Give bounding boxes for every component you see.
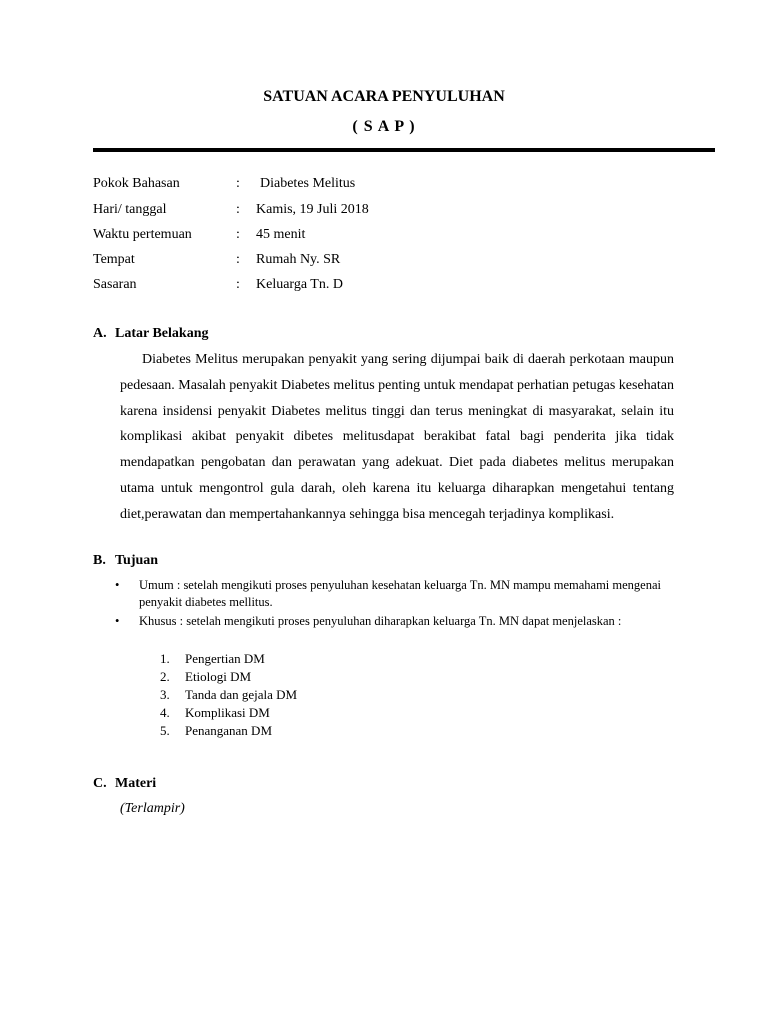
section-c-heading	[93, 776, 156, 792]
info-colon: :	[236, 277, 240, 292]
objective-item-khusus	[113, 613, 683, 630]
list-text: Tanda dan gejala DM	[185, 687, 298, 702]
section-title: Latar Belakang	[115, 326, 209, 341]
list-text: Etiologi DM	[185, 669, 252, 684]
info-label: Waktu pertemuan	[93, 227, 192, 242]
info-colon: :	[236, 176, 240, 191]
list-text: Komplikasi DM	[185, 705, 270, 720]
objectives-list	[113, 577, 683, 632]
section-title: Materi	[115, 776, 157, 791]
info-colon: :	[236, 227, 240, 242]
document-title: SATUAN ACARA PENYULUHAN	[263, 88, 505, 105]
list-number: 1.	[160, 651, 170, 666]
list-text: Pengertian DM	[185, 651, 265, 666]
objective-item-umum	[113, 577, 683, 611]
info-label: Hari/ tanggal	[93, 202, 167, 217]
header-rule	[93, 148, 715, 152]
list-number: 2.	[160, 669, 170, 684]
document-subtitle: ( S A P )	[352, 118, 416, 135]
info-value: 45 menit	[256, 227, 306, 242]
section-letter: B.	[93, 553, 106, 568]
background-paragraph	[120, 347, 674, 528]
materi-note: (Terlampir)	[120, 801, 185, 816]
info-label: Sasaran	[93, 277, 137, 292]
info-label: Tempat	[93, 252, 135, 267]
list-number: 3.	[160, 687, 170, 702]
info-colon: :	[236, 252, 240, 267]
info-value: Diabetes Melitus	[260, 176, 356, 191]
section-b-heading	[93, 553, 158, 569]
section-letter: A.	[93, 326, 107, 341]
info-colon: :	[236, 202, 240, 217]
bullet-icon: •	[115, 578, 120, 592]
objective-text: Umum : setelah mengikuti proses penyuluhan kesehatan keluarga Tn. MN mampu memahami mengenai penyakit diabetes mellitus.	[139, 578, 661, 609]
bullet-icon: •	[115, 614, 120, 628]
list-number: 4.	[160, 705, 170, 720]
section-a-heading	[93, 326, 208, 342]
list-number: 5.	[160, 723, 170, 738]
info-value: Rumah Ny. SR	[256, 252, 341, 267]
objective-text: Khusus : setelah mengikuti proses penyuluhan diharapkan keluarga Tn. MN dapat menjelaskan :	[139, 614, 622, 628]
section-letter: C.	[93, 776, 107, 791]
background-text: Diabetes Melitus merupakan penyakit yang sering dijumpai baik di daerah perkotaan maupun pedesaan. Masalah penyakit Diabetes melitus penting untuk mendapat perhatian petugas kesehatan karena insidensi penyakit Diabetes melitus tinggi dan terus meningkat di masyarakat, selain itu komplikasi akibat penyakit dibetes melitusdapat berakibat fatal bagi penderita jika tidak mendapatkan pengobatan dan perawatan yang adekuat. Diet pada diabetes melitus merupakan utama untuk mengontrol gula darah, oleh karena itu keluarga diharapkan mengetahui tentang diet,perawatan dan mempertahankannya sehingga bisa mencegah terjadinya komplikasi.	[120, 352, 674, 522]
info-label: Pokok Bahasan	[93, 176, 180, 191]
info-value: Kamis, 19 Juli 2018	[256, 202, 369, 217]
info-value: Keluarga Tn. D	[256, 277, 343, 292]
section-title: Tujuan	[115, 553, 159, 568]
list-text: Penanganan DM	[185, 723, 273, 738]
